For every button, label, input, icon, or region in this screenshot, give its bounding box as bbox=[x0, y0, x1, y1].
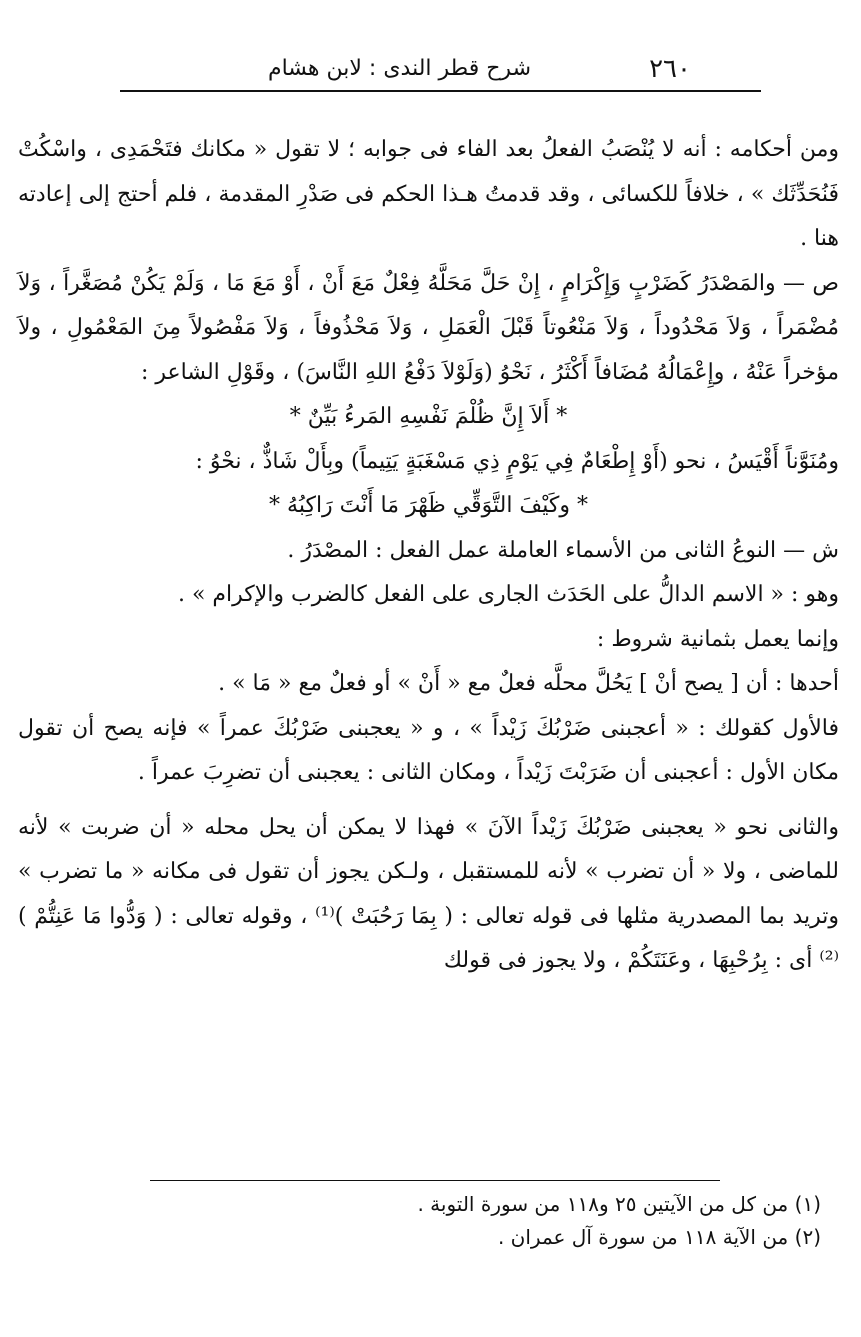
page-header bbox=[120, 50, 761, 92]
verse-line: * وكَيْفَ التَّوَقِّي ظَهْرَ مَا أَنْتَ رَاكِبُهُ * bbox=[269, 493, 588, 518]
verse-line: * أَلاَ إِنَّ ظُلْمَ نَفْسِهِ المَرءُ بَيِّنٌ * bbox=[289, 404, 568, 429]
paragraph: والثانى نحو « يعجبنى ضَرْبُكَ زَيْداً الآنَ » فهذا لا يمكن أن يحل محله « أن ضربت » لأنه للماضى ، ولا « أن تضرب » لأنه للمستقبل ، ولـكن يجوز أن تقول فى مكانه « ما تضرب » وتريد بما المصدرية مثلها فى قوله تعالى : ( بِمَا رَحُبَتْ )⁽¹⁾ ، وقوله تعالى : ( وَدُّوا مَا عَنِتُّمْ )⁽²⁾ أى : بِرُحْبِهَا ، وعَنَتَكُمْ ، ولا يجوز فى قولك bbox=[18, 814, 840, 973]
paragraph: ومن أحكامه : أنه لا يُنْصَبُ الفعلُ بعد الفاء فى جوابه ؛ لا تقول « مكانك فتَحْمَدِى ، واسْكُتْ فَنُحَدِّثَك » ، خلافاً للكسائى ، وقد قدمتُ هـذا الحكم فى صَدْرِ المقدمة ، فلم أحتج إلى إعادته هنا . bbox=[18, 137, 840, 251]
paragraph: وإنما يعمل بثمانية شروط : bbox=[596, 626, 839, 652]
running-title: شرح قطر الندى : لابن هشام bbox=[267, 56, 531, 81]
footnote: (١) من كل من الآيتين ٢٥ و١١٨ من سورة التوبة . bbox=[417, 1192, 821, 1216]
paragraph: أحدها : أن [ يصح أنْ ] يَحُلَّ محلَّه فعلٌ مع « أَنْ » أو فعلٌ مع « مَا » . bbox=[218, 671, 839, 696]
page-number: ٢٦٠ bbox=[649, 54, 691, 84]
paragraph: فالأول كقولك : « أعجبنى ضَرْبُكَ زَيْداً » ، و « يعجبنى ضَرْبُكَ عمراً » فإنه يصح أن تقول مكان الأول : أعجبنى أن ضَرَبْتَ زَيْداً ، ومكان الثانى : يعجبنى أن تضرِبَ عمراً . bbox=[18, 715, 839, 785]
paragraph: ومُنَوَّناً أَقْيَسُ ، نحو (أَوْ إِطْعَامٌ فِي يَوْمٍ ذِي مَسْغَبَةٍ يَتِيماً) وبِأَلْ شَاذٌّ ، نحْوُ : bbox=[195, 448, 839, 474]
footnote: (٢) من الآية ١١٨ من سورة آل عمران . bbox=[497, 1225, 821, 1249]
footnote-divider bbox=[150, 1180, 720, 1181]
main-text bbox=[18, 128, 839, 984]
paragraph: ش — النوعُ الثانى من الأسماء العاملة عمل الفعل : المصْدَرُ . bbox=[287, 537, 839, 563]
paragraph: وهو : « الاسم الدالُّ على الحَدَث الجارى على الفعل كالضرب والإكرام » . bbox=[177, 582, 839, 607]
paragraph: ص — والمَصْدَرُ كَضَرْبٍ وَإِكْرَامٍ ، إِنْ حَلَّ مَحَلَّهُ فِعْلٌ مَعَ أَنْ ، أَوْ مَعَ مَا ، وَلَمْ يَكُنْ مُصَغَّراً ، وَلاَ مُضْمَراً ، وَلاَ مَحْدُوداً ، وَلاَ مَنْعُوتاً قَبْلَ الْعَمَلِ ، وَلاَ مَحْذُوفاً ، وَلاَ مَفْصُولاً مِنَ المَعْمُولِ ، ولاَ مؤخراً عَنْهُ ، وإِعْمَالُهُ مُضَافاً أَكْثَرُ ، نَحْوُ (وَلَوْلاَ دَفْعُ اللهِ النَّاسَ) ، وقَوْلِ الشاعر : bbox=[18, 270, 839, 385]
footnotes bbox=[121, 1188, 821, 1254]
